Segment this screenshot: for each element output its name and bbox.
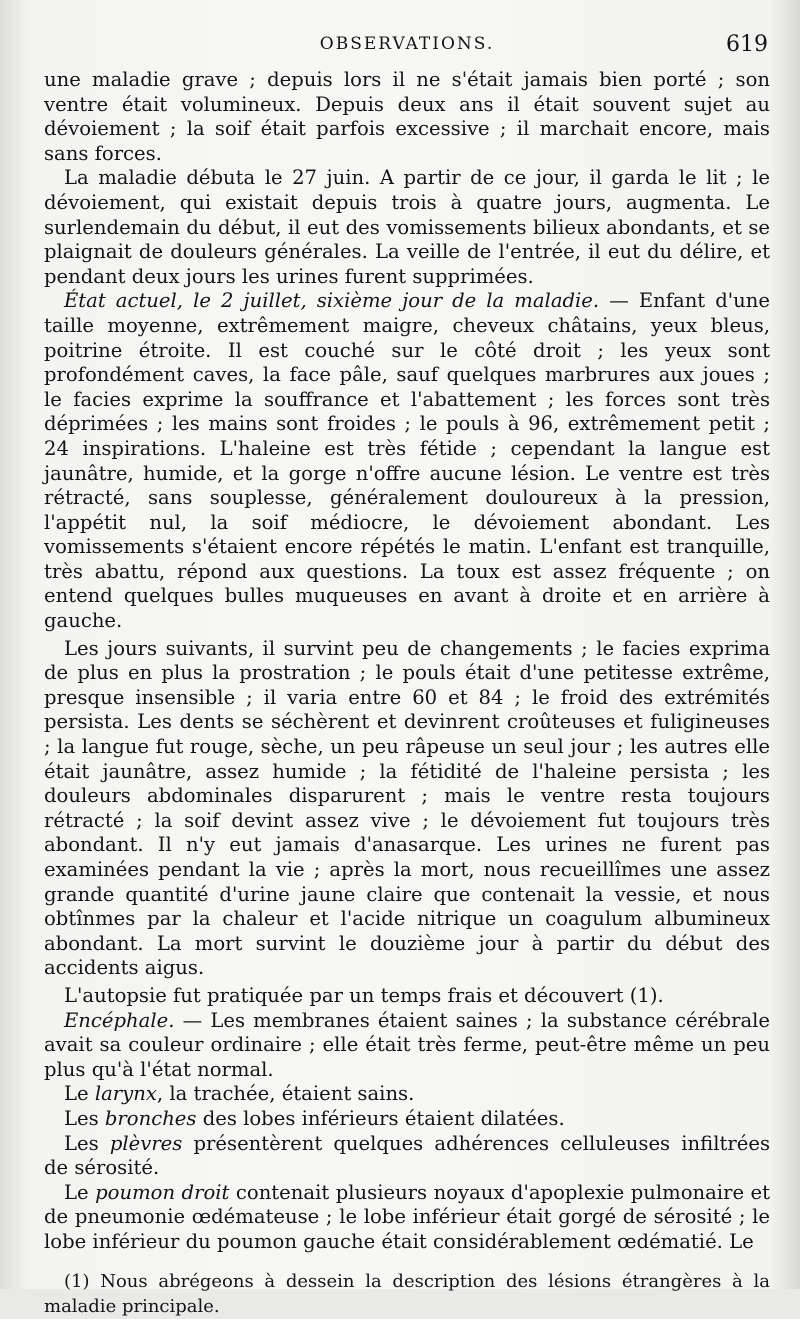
text-run: — Enfant d'une taille moyenne, extrêmement maigre, cheveux châtains, yeux bleus, poitrine étroite. Il est couché sur le côté droit ; les yeux sont profondément caves, la face pâle, sauf quelques marbrures aux joues ; le facies exprime la souffrance et l'abattement ; les forces sont très déprimées ; les mains sont froides ; le pouls à 96, extrêmement petit ; 24 inspirations. L'haleine est très fétide ; cependant la langue est jaunâtre, humide, et la gorge n'offre aucune lésion. Le ventre est très rétracté, sans souplesse, généralement douloureux à la pression, l'appétit nul, la soif médiocre, le dévoiement abondant. Les vomissements s'étaient encore répétés le matin. L'enfant est tranquille, très abattu, répond aux questions. La toux est assez fréquente ; on entend quelques bulles muqueuses en avant à droite et en arrière à gauche. (44, 289, 770, 633)
text-run: , la trachée, étaient sains. (156, 1082, 415, 1106)
italic-text: plèvres (109, 1131, 183, 1155)
paragraph (44, 984, 770, 1009)
text-run: des lobes inférieurs étaient dilatées. (196, 1106, 565, 1130)
paragraph (44, 637, 770, 981)
paragraph (44, 166, 770, 289)
footnote: (1) Nous abrégeons à dessein la description des lésions étrangères à la maladie principale. (44, 1270, 770, 1317)
text-run: La maladie débuta le 27 juin. A partir de ce jour, il garda le lit ; le dévoiement, qui existait depuis trois à quatre jours, augmenta. Le surlendemain du début, il eut des vomissements bilieux abondants, et se plaignait de douleurs générales. La veille de l'entrée, il eut du délire, et pendant deux jours les urines furent supprimées. (44, 166, 770, 288)
text-run: une maladie grave ; depuis lors il ne s'était jamais bien porté ; son ventre était volumineux. Depuis deux ans il était souvent sujet au dévoiement ; la soif était parfois excessive ; il marchait encore, mais sans forces. (44, 68, 770, 165)
italic-text: Encéphale. (64, 1008, 175, 1032)
text-run: Le (64, 1180, 96, 1204)
italic-text: larynx (94, 1082, 157, 1106)
text-run: contenait plusieurs noyaux d'apoplexie pulmonaire et de pneumonie œdémateuse ; le lobe inférieur était gorgé de sérosité ; le lobe inférieur du poumon gauche était considérablement œdématié. Le (44, 1180, 771, 1253)
paragraph (44, 1107, 770, 1132)
paragraph (44, 1082, 770, 1107)
italic-text: poumon droit (95, 1180, 230, 1204)
italic-text: bronches (104, 1106, 197, 1130)
text-run: présentèrent quelques adhérences celluleuses infiltrées de sérosité. (44, 1131, 770, 1180)
text-run: — Les membranes étaient saines ; la substance cérébrale avait sa couleur ordinaire ; elle était très ferme, peut-être même un peu plus qu'à l'état normal. (44, 1008, 770, 1081)
text-run: Les (64, 1106, 105, 1130)
paragraph (44, 68, 770, 166)
running-title: OBSERVATIONS. (319, 34, 495, 54)
page-header (44, 28, 770, 68)
text-run: L'autopsie fut pratiquée par un temps frais et découvert (1). (64, 983, 664, 1007)
italic-text: État actuel, le 2 juillet, sixième jour de la maladie. (64, 289, 600, 313)
paragraph (44, 1181, 770, 1255)
text-run: Les jours suivants, il survint peu de changements ; le facies exprima de plus en plus la prostration ; le pouls était d'une petitesse extrême, presque insensible ; il varia entre 60 et 84 ; le froid des extrémités persista. Les dents se séchèrent et devinrent croûteuses et fuligineuses ; la langue fut rouge, sèche, un peu râpeuse un seul jour ; les autres elle était jaunâtre, assez humide ; la fétidité de l'haleine persista ; les douleurs abdominales disparurent ; mais le ventre resta toujours rétracté ; la soif devint assez vive ; le dévoiement fut toujours très abondant. Il n'y eut jamais d'anasarque. Les urines ne furent pas examinées pendant la vie ; après la mort, nous recueillîmes une assez grande quantité d'urine jaune claire que contenait la vessie, et nous obtînmes par la chaleur et l'acide nitrique un coagulum albumineux abondant. La mort survint le douzième jour à partir du début des accidents aigus. (44, 636, 770, 980)
page-number: 619 (726, 32, 768, 57)
text-run: Le (64, 1082, 95, 1106)
paragraph (44, 1132, 770, 1181)
paragraph (44, 289, 770, 633)
paragraph (44, 1009, 770, 1083)
text-run: Les (64, 1131, 110, 1155)
body-text (44, 68, 770, 1255)
